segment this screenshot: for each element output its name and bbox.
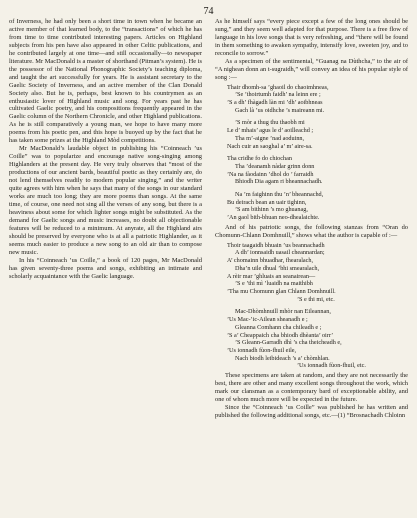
- verse-line: ’S a dh’ fhàgadh làn mi ’dh’ aoibhneas: [227, 99, 323, 107]
- verse-line: ’Na na fàodainn ’dhol do ’ farraidh: [227, 170, 314, 178]
- right-column: [215, 18, 408, 420]
- verse-line: ’Tha mu Chomunn glan Chlann Domhnuill.: [227, 288, 336, 295]
- verse-line: ’Us Mac-’ic-Ailean sheanadh e ;: [227, 316, 308, 324]
- paragraph: As a specimen of the sentimental, “Guanag na Dùthcha,” to the air of “A nighean donn an t-sugraidh,” will convey an idea of his popular style of song :—: [215, 57, 408, 81]
- verse-line: Bu deirach bean an uair tighinn,: [227, 198, 307, 206]
- verse-line: Thoir taagaidh bhuain ’us beannachadh: [227, 241, 325, 249]
- verse-line: Gleanna Comhann cha chileadh e ;: [235, 323, 322, 331]
- paragraph: Since the “Coinneach ’us Coille” was published he has written and published the following additional songs, etc.—(1) “Brosnachadh Chloinn: [215, 403, 408, 419]
- verse-line: Dha’n uile dhual ’bhi smearalach,: [235, 264, 320, 272]
- verse-line: ’S a’ Cheappaich cha bhiodh dhèanta’ oirr’: [227, 331, 334, 339]
- paragraph: of Inverness, he had only been a short time in town when he became an active member of that learned body, to the “transactions” of which he has from time to time contributed interesting papers. Articles on Highland subjects from his pen have also appeared in other Celtic publications, and he contributed largely at one time—and still occasionally—to newspaper literature. Mr MacDonald is a master of shorthand (Pitman’s system). He is the possessor of the National Phonographic Society’s teaching diploma, and taught the art successfully for years. He is assistant secretary to the Gaelic Society of Inverness, and an active member of the Clan Donald Society also. But he is, perhaps, best known to his countrymen as an enthusiastic lover of Highland music and song. For years past he has cultivated Gaelic poetry, and his compositions frequently appeared in the Gaelic column of the Northern Chronicle, and other Highland publications. As he is still comparatively a young man, we hope to have many more poems from his poetic pen, and this hope is buoyed up by the fact that he has taken some prizes at the Highland Mòd competitions.: [9, 18, 202, 145]
- verse-line: ’Us ionnadh fùon-fhuil eile,: [227, 346, 297, 354]
- verse-line: A rèir mar ’ghluais an seanairean—: [227, 272, 316, 280]
- verse-line: ’S Gleann-Garradh dhì ’s cha theicheadh e,: [235, 339, 342, 347]
- verse-line: Le d’ mhais’ agus le d’ aoilleachd ;: [227, 127, 314, 135]
- verse-line: Thair dhomh-sa ’ghaoil do chaoimhneas,: [227, 83, 329, 91]
- verse-line: Bhiodh Dia agam ri bheannachadh.: [235, 178, 323, 186]
- verse-line: ’An gaol bith-bhuan neo-dhealaichte.: [227, 214, 320, 222]
- verse-line: ’S mòr a thug thu thaobh mi: [235, 119, 305, 127]
- left-column: [9, 18, 202, 280]
- paragraph: As he himself says “every piece except a few of the long ones should be sung,” and they seem well adapted for that purpose. There is a free flow of language in his love songs that is very refreshing, and “there will be found in them something to awaken sympathy, intensify love, sweeten joy, and to reconcile to sorrow.”: [215, 18, 408, 57]
- verse-line: ’Se ’thoirtumh faidh’ na leinn ere ;: [235, 91, 321, 99]
- paragraph: And of his patriotic songs, the following stanzas from “Oran do Chomunn-Chlann Domhnuill,” shows what the author is capable of :—: [215, 223, 408, 239]
- verse-line: Nach biodh leibideach ’s a’ chòmhlan.: [235, 354, 330, 362]
- verse-line: Tha ’deanamh nàdar grinn donn: [235, 162, 315, 170]
- verse-oran-chlann-domhnuill: [227, 242, 408, 370]
- verse-line: Nach cuir an saoghal a’ m’ aire-sa.: [227, 142, 313, 150]
- verse-line: A’ chomainn bhuadhar, fhearalach,: [227, 257, 314, 265]
- paragraph: Mr MacDonald’s laudable object in publishing his “Coinneach ’us Coille” was to popularize and encourage native song-singing among Highlanders at the present day. He very truly observes that “most of the productions of our ancient bards, beautiful poetic as they certainly are, do not lend themselves readily to modern popular singing,” and the writer quite agrees with him when he says that many of the songs in our standard works are much too long; they are more poems than songs. At the same time, of course, one need not sing all the verses of any song, but there is a heaviness about some for which lighter songs might be substituted. As the demand for Gaelic songs and music increases, no doubt all objectionable features will be reduced to a minimum. At anyrate, all the Highland airs should be preserved by everyone who is at all a patriotic Highlander, as it seems much easier to produce a new song to an old air than to compose new music.: [9, 145, 202, 256]
- verse-line: Mac-Dhòmhnuill mhòr nan Eileannan,: [235, 308, 331, 316]
- paragraph: In his “Coinneach ’us Coille,” a book of 120 pages, Mr MacDonald has given seventy-three poems and songs, exhibiting an intimate and scholarly acquaintance with the Gaelic language.: [9, 256, 202, 280]
- verse-line: ’S am bithinn ’s mo ghuanag,: [235, 206, 308, 214]
- verse-line: Tha m’-aigne ’nad aoduinn,: [235, 134, 305, 142]
- verse-guanag-na-duthcha: [227, 84, 408, 222]
- verse-line: ’S e thi mi, etc.: [297, 295, 335, 303]
- verse-line: A dh’ ionnsaidh uasail cheannardan;: [235, 249, 325, 257]
- verse-line: Tha cridhe fo do chiochan: [227, 155, 292, 163]
- verse-line: ’Us ionnadh fùon-fhuil, etc.: [297, 362, 366, 370]
- page-number: 74: [203, 6, 214, 17]
- verse-line: Na ’m faighinn thu ’n’ bheannachd,: [235, 191, 324, 199]
- verse-line: Gach là ’us oidhche ’s maireann mi.: [235, 106, 325, 114]
- paragraph: These specimens are taken at random, and they are not necessarily the best, there are other and many excellent songs throughout the work, which mark our clansman as a contemporary bard of exceptionable ability, and one of whom much more will be expected in the future.: [215, 372, 408, 403]
- verse-line: ’S e ’thi mì ’luaidh na maithibh: [235, 280, 313, 288]
